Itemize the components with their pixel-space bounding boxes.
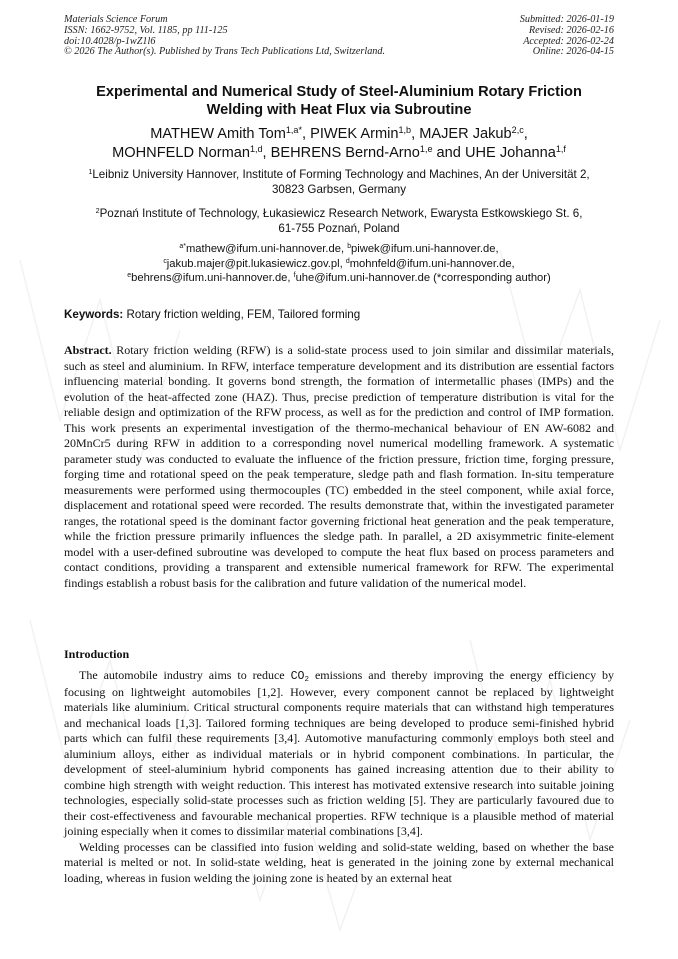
paragraph-text: The automobile industry aims to reduce bbox=[79, 668, 291, 682]
keywords-label: Keywords: bbox=[64, 308, 124, 321]
email-mark: b bbox=[347, 243, 352, 251]
email-mark: f bbox=[293, 272, 296, 280]
email-mark: d bbox=[345, 257, 350, 265]
journal-name: Materials Science Forum bbox=[64, 14, 168, 25]
paragraph bbox=[64, 668, 614, 840]
revised-date: Revised: 2026-02-16 bbox=[528, 24, 614, 36]
online-date: Online: 2026-04-15 bbox=[532, 46, 614, 58]
email-mark: e bbox=[127, 272, 132, 280]
affiliation-line: 30823 Garbsen, Germany bbox=[271, 183, 407, 196]
affiliation-line: 61-755 Poznań, Poland bbox=[278, 222, 400, 235]
email-link[interactable]: piwek@ifum.uni-hannover.de, bbox=[351, 243, 499, 255]
abstract-label: Abstract. bbox=[64, 343, 112, 357]
formula-text: CO bbox=[290, 670, 305, 683]
email-link[interactable]: jakub.majer@pit.lukasiewicz.gov.pl, bbox=[166, 257, 343, 270]
paragraph: Welding processes can be classified into fusion welding and solid-state welding, based on whether the base material is melted or not. In solid-state welding, heat is generated in the joining zone by external mechanical loading, whereas in fusion welding the joining zone is heated by an external heat bbox=[64, 839, 614, 885]
email-mark: c bbox=[163, 257, 167, 265]
author-list bbox=[40, 125, 638, 163]
title-line-2: Welding with Heat Flux via Subroutine bbox=[206, 102, 472, 118]
author-name: UHE Johanna bbox=[464, 145, 556, 161]
abstract-text: Rotary friction welding (RFW) is a solid-state process used to join similar and dissimilar materials, such as steel and aluminium. In RFW, interface temperature development and its distribution are essential factors influencing material bonding. It governs bond strength, the formation of intermetallic phases (IMPs) and the evolution of the heat-affected zone (HAZ). Thus, precise prediction of temperature distribution is vital for the reliable design and optimization of the RFW process, as well as for the prediction and control of IMP formation. This work presents an experimental investigation of the thermo-mechanical behaviour of EN AW-6082 and 20MnCr5 during RFW in addition to a corresponding novel numerical modelling framework. A systematic parameter study was conducted to evaluate the influence of the friction pressure, friction time, forging pressure, forging time and rotational speed on the peak temperature, sledge path and flash formation. In-situ temperature measurements were performed using thermocouples (TC) embedded in the steel component, while axial force, displacement and rotational speed were recorded. The results demonstrate that, within the investigated parameter ranges, the rotational speed is the dominant factor governing frictional heat generation and the peak temperature, while the friction pressure primarily influences the sledge path. In parallel, a 2D axisymmetric finite-element model with a user-defined subroutine was developed to compute the heat flux based on process parameters and contact conditions, providing a transparent and extensible numerical framework for RFW. The experimental findings establish a robust basis for the calibration and future validation of the numerical model. bbox=[64, 343, 615, 590]
issn-line: ISSN: 1662-9752, Vol. 1185, pp 111-125 bbox=[64, 24, 228, 36]
email-separator: , bbox=[340, 243, 348, 255]
email-mark: a* bbox=[179, 243, 186, 251]
author-name: PIWEK Armin bbox=[310, 126, 399, 142]
email-link[interactable]: behrens@ifum.uni-hannover.de, bbox=[131, 272, 291, 284]
copyright-line: © 2026 The Author(s). Published by Trans Tech Publications Ltd, Switzerland. bbox=[64, 46, 386, 58]
author-affiliation-mark: 1,a* bbox=[285, 125, 302, 136]
affiliation-text: Leibniz University Hannover, Institute of Forming Technology and Machines, An der Universität 2, bbox=[92, 168, 590, 181]
paper-title bbox=[40, 83, 638, 119]
formula-subscript: 2 bbox=[304, 675, 310, 684]
author-name: BEHRENS Bernd-Arno bbox=[270, 145, 420, 161]
author-affiliation-mark: 1,e bbox=[419, 144, 433, 155]
author-separator: and bbox=[432, 145, 465, 161]
email-line bbox=[64, 242, 614, 257]
author-separator: , bbox=[523, 126, 528, 142]
affiliation-line bbox=[64, 206, 614, 221]
affiliation-text: Poznań Institute of Technology, Łukasiewicz Research Network, Ewarysta Estkowskiego St. 6, bbox=[99, 207, 583, 220]
affiliation-mark: 1 bbox=[88, 167, 93, 177]
author-line-1 bbox=[40, 125, 638, 144]
affiliation-mark: 2 bbox=[95, 206, 100, 216]
email-line bbox=[64, 271, 614, 286]
author-affiliation-mark: 1,b bbox=[398, 125, 412, 136]
title-line-1: Experimental and Numerical Study of Steel-Aluminium Rotary Friction bbox=[96, 84, 582, 100]
author-emails bbox=[64, 242, 614, 286]
keywords bbox=[64, 308, 614, 322]
section-heading-introduction: Introduction bbox=[64, 647, 130, 661]
author-name: MAJER Jakub bbox=[419, 126, 512, 142]
email-line bbox=[64, 257, 614, 272]
author-separator: , bbox=[262, 145, 271, 161]
chemical-formula bbox=[291, 670, 309, 683]
affiliation-line bbox=[64, 167, 614, 182]
author-name: MOHNFELD Norman bbox=[112, 145, 250, 161]
author-affiliation-mark: 1,d bbox=[249, 144, 263, 155]
keywords-text: Rotary friction welding, FEM, Tailored forming bbox=[126, 308, 361, 321]
email-link[interactable]: mathew@ifum.uni-hannover.de bbox=[185, 243, 341, 255]
author-line-2 bbox=[40, 144, 638, 163]
author-affiliation-mark: 2,c bbox=[511, 125, 524, 136]
author-name: MATHEW Amith Tom bbox=[150, 126, 286, 142]
author-separator: , bbox=[411, 126, 420, 142]
submitted-date: Submitted: 2026-01-19 bbox=[519, 14, 614, 25]
affiliation-2 bbox=[64, 206, 614, 236]
author-affiliation-mark: 1,f bbox=[555, 144, 566, 155]
accepted-date: Accepted: 2026-02-24 bbox=[523, 35, 614, 47]
email-link[interactable]: mohnfeld@ifum.uni-hannover.de, bbox=[349, 257, 515, 270]
paragraph-text: emissions and thereby improving the energy efficiency by focusing on lightweight automobiles [1,2]. However, every component cannot be replaced by lightweight materials like aluminium. Critical structural components require materials that can withstand high temperatures and mechanical loads [1,3]. Tailored forming techniques are being developed to produce semi-finished hybrid parts which can fulfil these requirements [3,4]. Automotive manufacturing commonly employs both steel and aluminium alloys, either as individual materials or in hybrid component combinations. In particular, the development of steel-aluminium hybrid components has gained increasing attention due to their ability to combine high strength with weight reduction. This interest has motivated extensive research into suitable joining technologies, especially solid-state processes such as friction welding [5]. They are particularly favoured due to their cost-effectiveness and favourable mechanical properties. RFW technique is a plausible method of material joining especially when it comes to dissimilar material combinations [3,4]. bbox=[64, 668, 615, 838]
doi-line[interactable]: doi:10.4028/p-1wZ1l6 bbox=[64, 35, 156, 47]
email-link[interactable]: uhe@ifum.uni-hannover.de (*corresponding author) bbox=[295, 272, 551, 284]
affiliation-1 bbox=[64, 167, 614, 197]
abstract bbox=[64, 343, 614, 591]
author-separator: , bbox=[302, 126, 311, 142]
introduction-body bbox=[64, 668, 614, 886]
